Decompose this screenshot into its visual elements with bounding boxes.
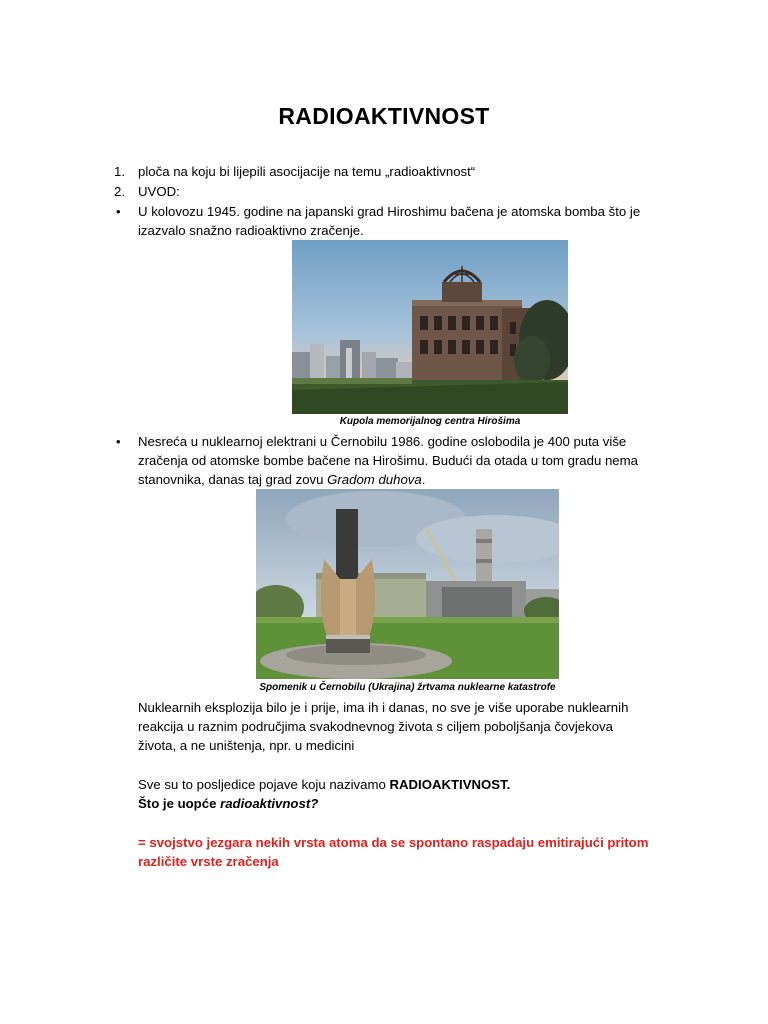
bullet-1-line-2: izazvalo snažno radioaktivno zračenje.: [138, 223, 364, 238]
paragraph-line-3: života, a ne uništenja, npr. u medicini: [138, 738, 355, 753]
bullet-2-line-3-prefix: stanovnika, danas taj grad zovu: [138, 472, 328, 487]
bullet-2-line-3: [138, 470, 425, 489]
conclusion-prefix: Sve su to posljedice pojave koju nazivamo: [138, 777, 390, 792]
list-item-2: UVOD:: [138, 184, 180, 199]
question-line: [138, 794, 318, 813]
list-marker-2: 2.: [114, 184, 125, 199]
definition-line-1: = svojstvo jezgara nekih vrsta atoma da se spontano raspadaju emitirajući pritom: [138, 835, 649, 850]
list-marker-1: 1.: [114, 164, 125, 179]
list-item-1: ploča na koju bi lijepili asocijacije na temu „radioaktivnost“: [138, 164, 476, 179]
caption-chernobyl: Spomenik u Černobilu (Ukrajina) žrtvama nuklearne katastrofe: [259, 682, 556, 693]
bullet-marker-2: •: [116, 434, 121, 449]
bullet-2-line-1: Nesreća u nuklearnoj elektrani u Černobilu 1986. godine oslobodila je 400 puta više: [138, 434, 627, 449]
question-italic: radioaktivnost?: [220, 796, 319, 811]
caption-hiroshima: Kupola memorijalnog centra Hirošima: [339, 416, 521, 427]
hiroshima-dome-photo: [292, 240, 568, 414]
conclusion-bold: RADIOAKTIVNOST.: [389, 777, 511, 792]
paragraph-line-1: Nuklearnih eksplozija bilo je i prije, ima ih i danas, no sve je više uporabe nuklearnih: [138, 700, 629, 715]
page-title: RADIOAKTIVNOST: [278, 103, 490, 129]
bullet-2-line-3-italic: Gradom duhova: [327, 472, 422, 487]
chernobyl-monument-photo: [256, 489, 559, 679]
paragraph-line-2: reakcija u raznim područjima svakodnevnog života s ciljem poboljšanja čovjekova: [138, 719, 613, 734]
bullet-marker-1: •: [116, 204, 121, 219]
bullet-2-line-2: zračenja od atomske bombe bačene na Hirošimu. Budući da otada u tom gradu nema: [138, 453, 638, 468]
question-bold: Što je uopće: [138, 796, 221, 811]
bullet-1-line-1: U kolovozu 1945. godine na japanski grad Hiroshimu bačena je atomska bomba što je: [138, 204, 641, 219]
conclusion-line: [138, 775, 510, 794]
definition-line-2: različite vrste zračenja: [138, 854, 279, 869]
bullet-2-line-3-suffix: .: [421, 472, 426, 487]
